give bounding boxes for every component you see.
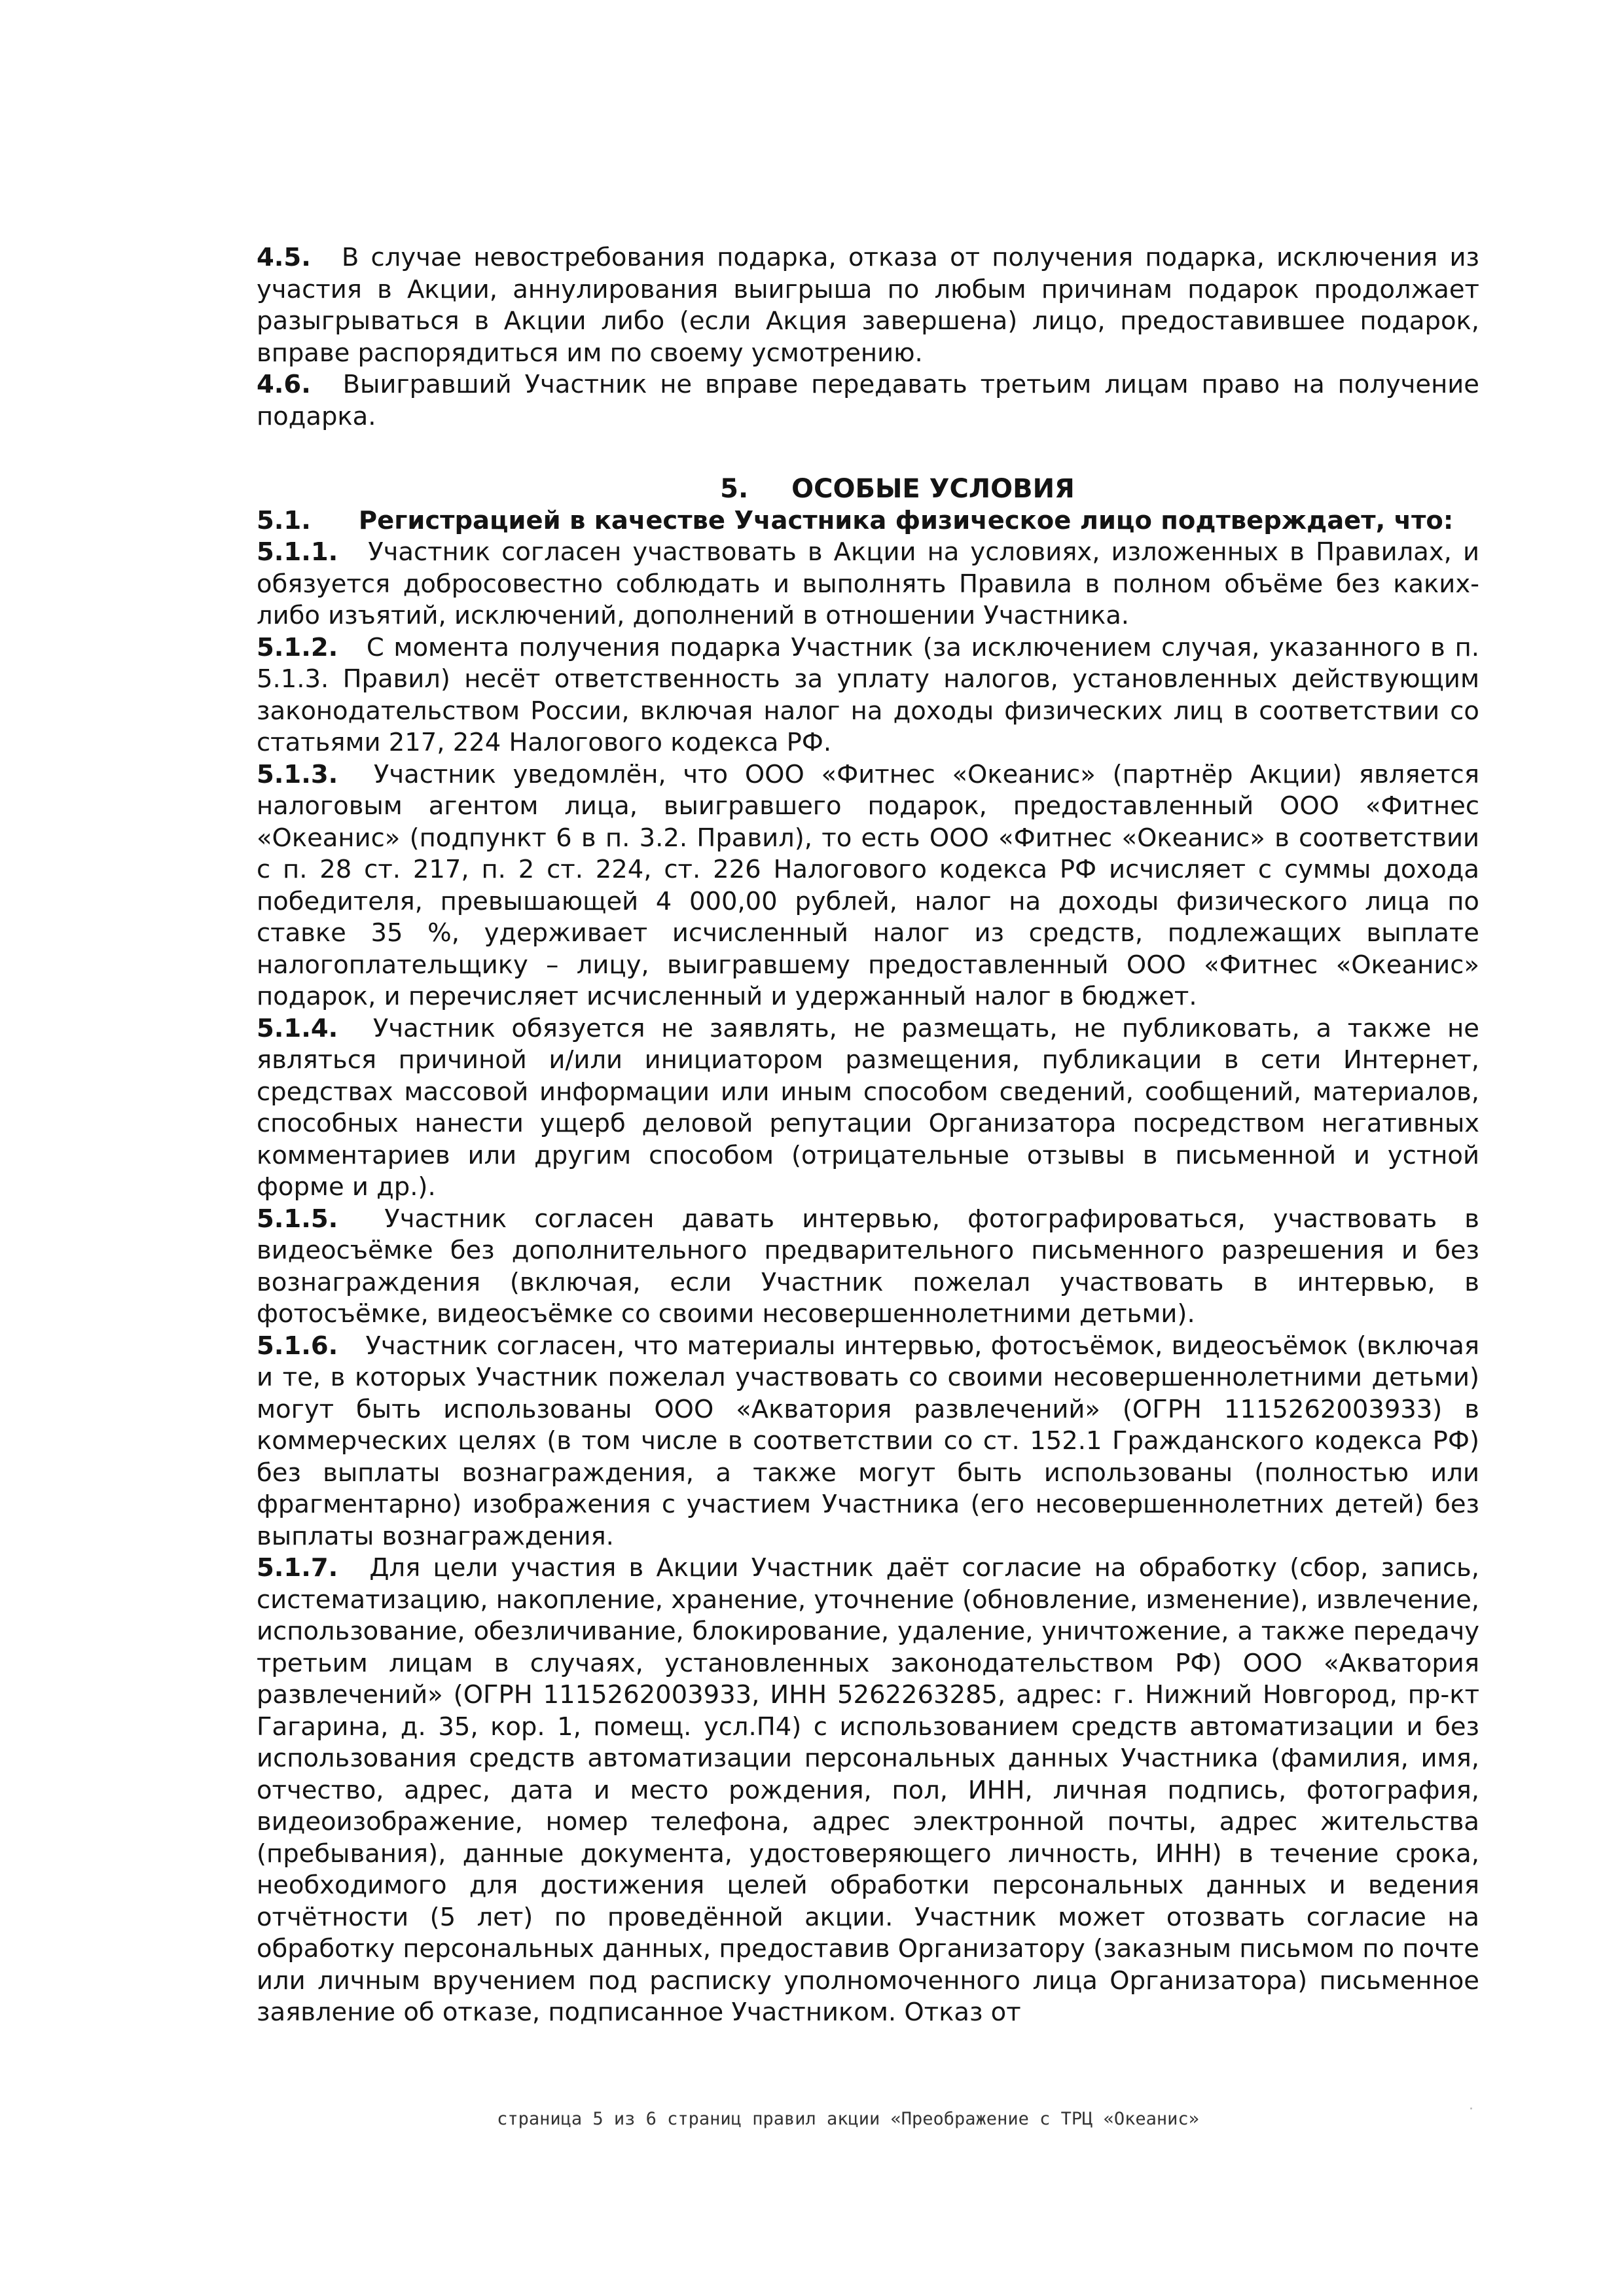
clause-number: 5.1.7. bbox=[257, 1553, 338, 1583]
clause-number: 5.1. bbox=[257, 505, 311, 535]
clause-text: Регистрацией в качестве Участника физическое лицо подтверждает, что: bbox=[358, 505, 1454, 535]
document-body bbox=[257, 242, 1479, 2029]
clause-5-1-2 bbox=[257, 632, 1479, 759]
clause-text: Участник согласен давать интервью, фотографироваться, участвовать в видеосъёмке без дополнительного предварительного письменного разрешения и без вознаграждения (включая, если Участник пожелал участвовать в интервью, в фотосъёмке, видеосъёмке со своими несовершеннолетними детьми). bbox=[257, 1204, 1479, 1329]
page-footer: страница 5 из 6 страниц правил акции «Преображение с ТРЦ «Океанис» bbox=[497, 2109, 1199, 2129]
clause-5-1-7 bbox=[257, 1552, 1479, 2029]
clause-text: Выигравший Участник не вправе передавать третьим лицам право на получение подарка. bbox=[257, 370, 1479, 431]
clause-number: 5.1.5. bbox=[257, 1204, 338, 1234]
scan-artifact bbox=[1470, 2108, 1472, 2109]
clause-5-1-5 bbox=[257, 1204, 1479, 1331]
clause-5-1-3 bbox=[257, 759, 1479, 1013]
clause-number: 5.1.4. bbox=[257, 1013, 338, 1043]
section-heading bbox=[316, 473, 1479, 505]
clause-text: Участник согласен участвовать в Акции на условиях, изложенных в Правилах, и обязуется добросовестно соблюдать и выполнять Правила в полном объёме без каких-либо изъятий, исключений, дополнений в отношении Участника. bbox=[257, 537, 1479, 630]
clause-5-1-4 bbox=[257, 1013, 1479, 1204]
clause-text: Участник обязуется не заявлять, не размещать, не публиковать, а также не являться причиной и/или инициатором размещения, публикации в сети Интернет, средствах массовой информации или иным способом сведений, сообщений, материалов, способных нанести ущерб деловой репутации Организатора посредством негативных комментариев или другим способом (отрицательные отзывы в письменной и устной форме и др.). bbox=[257, 1013, 1479, 1202]
clause-number: 4.5. bbox=[257, 243, 311, 272]
clause-text: Для цели участия в Акции Участник даёт согласие на обработку (сбор, запись, систематизацию, накопление, хранение, уточнение (обновление, изменение), извлечение, использование, обезличивание, блокирование, удаление, уничтожение, а также передачу третьим лицам в случаях, установленных законодательством РФ) ООО «Акватория развлечений» (ОГРН 1115262003933, ИНН 5262263285, адрес: г. Нижний Новгород, пр-кт Гагарина, д. 35, кор. 1, помещ. усл.П4) с использованием средств автоматизации и без использования средств автоматизации персональных данных Участника (фамилия, имя, отчество, адрес, дата и место рождения, пол, ИНН, личная подпись, фотография, видеоизображение, номер телефона, адрес электронной почты, адрес жительства (пребывания), данные документа, удостоверяющего личность, ИНН) в течение срока, необходимого для достижения целей обработки персональных данных и ведения отчётности (5 лет) по проведённой акции. Участник может отозвать согласие на обработку персональных данных, предоставив Организатору (заказным письмом по почте или личным вручением под расписку уполномоченного лица Организатора) письменное заявление об отказе, подписанное Участником. Отказ от bbox=[257, 1553, 1479, 2027]
clause-number: 5.1.3. bbox=[257, 759, 338, 789]
clause-4-5 bbox=[257, 242, 1479, 369]
clause-number: 4.6. bbox=[257, 370, 311, 399]
clause-number: 5.1.1. bbox=[257, 537, 338, 567]
section-gap bbox=[257, 433, 1479, 473]
clause-4-6 bbox=[257, 369, 1479, 433]
clause-5-1-1 bbox=[257, 537, 1479, 632]
clause-5-1-6 bbox=[257, 1331, 1479, 1553]
clause-5-1 bbox=[257, 505, 1479, 537]
clause-number: 5.1.2. bbox=[257, 632, 338, 662]
clause-number: 5.1.6. bbox=[257, 1331, 338, 1361]
clause-text: С момента получения подарка Участник (за исключением случая, указанного в п. 5.1.3. Правил) несёт ответственность за уплату налогов, установленных действующим законодательством России, включая налог на доходы физических лиц в соответствии со статьями 217, 224 Налогового кодекса РФ. bbox=[257, 632, 1479, 757]
clause-text: Участник уведомлён, что ООО «Фитнес «Океанис» (партнёр Акции) является налоговым агентом лица, выигравшего подарок, предоставленный ООО «Фитнес «Океанис» (подпункт 6 в п. 3.2. Правил), то есть ООО «Фитнес «Океанис» в соответствии с п. 28 ст. 217, п. 2 ст. 224, ст. 226 Налогового кодекса РФ исчисляет с суммы дохода победителя, превышающей 4 000,00 рублей, налог на доходы физического лица по ставке 35 %, удерживает исчисленный налог из средств, подлежащих выплате налогоплательщику – лицу, выигравшему предоставленный ООО «Фитнес «Океанис» подарок, и перечисляет исчисленный и удержанный налог в бюджет. bbox=[257, 759, 1479, 1011]
section-title: ОСОБЫЕ УСЛОВИЯ bbox=[791, 474, 1075, 504]
clause-text: Участник согласен, что материалы интервью, фотосъёмок, видеосъёмок (включая и те, в которых Участник пожелал участвовать со своими несовершеннолетними детьми) могут быть использованы ООО «Акватория развлечений» (ОГРН 1115262003933) в коммерческих целях (в том числе в соответствии со ст. 152.1 Гражданского кодекса РФ) без выплаты вознаграждения, а также могут быть использованы (полностью или фрагментарно) изображения с участием Участника (его несовершеннолетних детей) без выплаты вознаграждения. bbox=[257, 1331, 1479, 1551]
section-number: 5. bbox=[720, 474, 749, 504]
clause-text: В случае невостребования подарка, отказа от получения подарка, исключения из участия в Акции, аннулирования выигрыша по любым причинам подарок продолжает разыгрываться в Акции либо (если Акция завершена) лицо, предоставившее подарок, вправе распорядиться им по своему усмотрению. bbox=[257, 243, 1479, 368]
